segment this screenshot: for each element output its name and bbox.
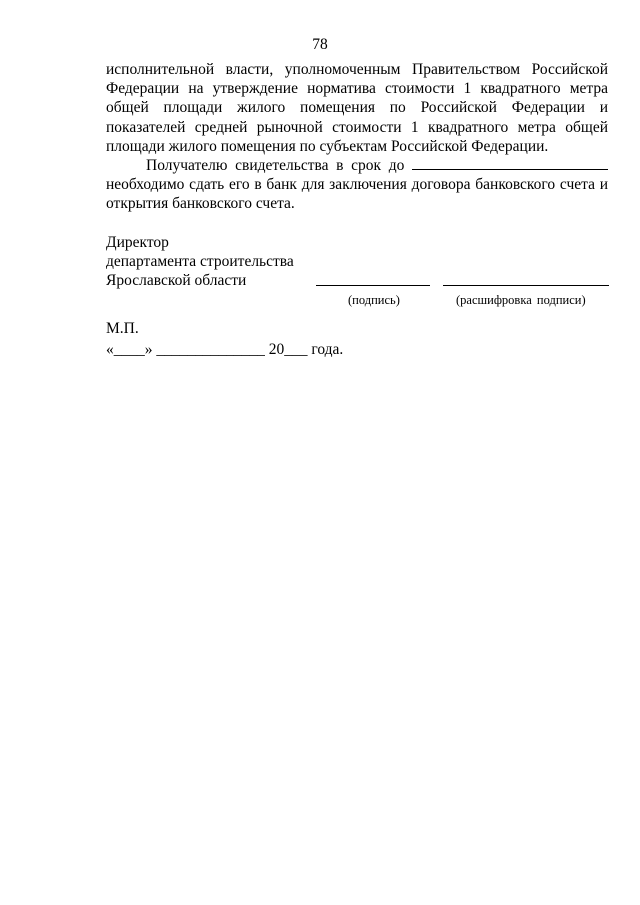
signature-row bbox=[106, 271, 608, 290]
stamp-label: М.П. bbox=[106, 320, 139, 337]
signature-caption: (подпись) bbox=[348, 293, 400, 307]
paragraph-continuation: исполнительной власти, уполномоченным Правительством Российской Федерации на утверждение норматива стоимости 1 квадратного метра общей площади жилого помещения по Российской Федерации и показателей средней рыночной стоимости 1 квадратного метра общей площади жилого помещения по субъектам Российской Федерации. bbox=[106, 61, 608, 155]
signature-decoding-field[interactable] bbox=[443, 285, 609, 286]
signature-block bbox=[106, 233, 608, 306]
page-number: 78 bbox=[312, 36, 328, 53]
stamp-and-date-block bbox=[106, 318, 608, 360]
deadline-date-field[interactable] bbox=[412, 156, 608, 170]
signatory-department: департамента строительства bbox=[106, 253, 294, 270]
signature-captions bbox=[106, 290, 608, 306]
signature-field[interactable] bbox=[316, 285, 430, 286]
signatory-title: Директор bbox=[106, 234, 169, 251]
paragraph-deadline bbox=[106, 156, 608, 214]
deadline-continuation: необходимо сдать его в банк для заключения договора банковского счета и открытия банковского счета. bbox=[106, 176, 608, 213]
decoding-caption: (расшифровка подписи) bbox=[456, 293, 586, 307]
date-line[interactable]: «____» ______________ 20___ года. bbox=[106, 341, 344, 358]
deadline-text: Получателю свидетельства в срок до bbox=[146, 157, 405, 175]
signatory-region: Ярославской области bbox=[106, 272, 247, 289]
body-text bbox=[106, 60, 608, 214]
